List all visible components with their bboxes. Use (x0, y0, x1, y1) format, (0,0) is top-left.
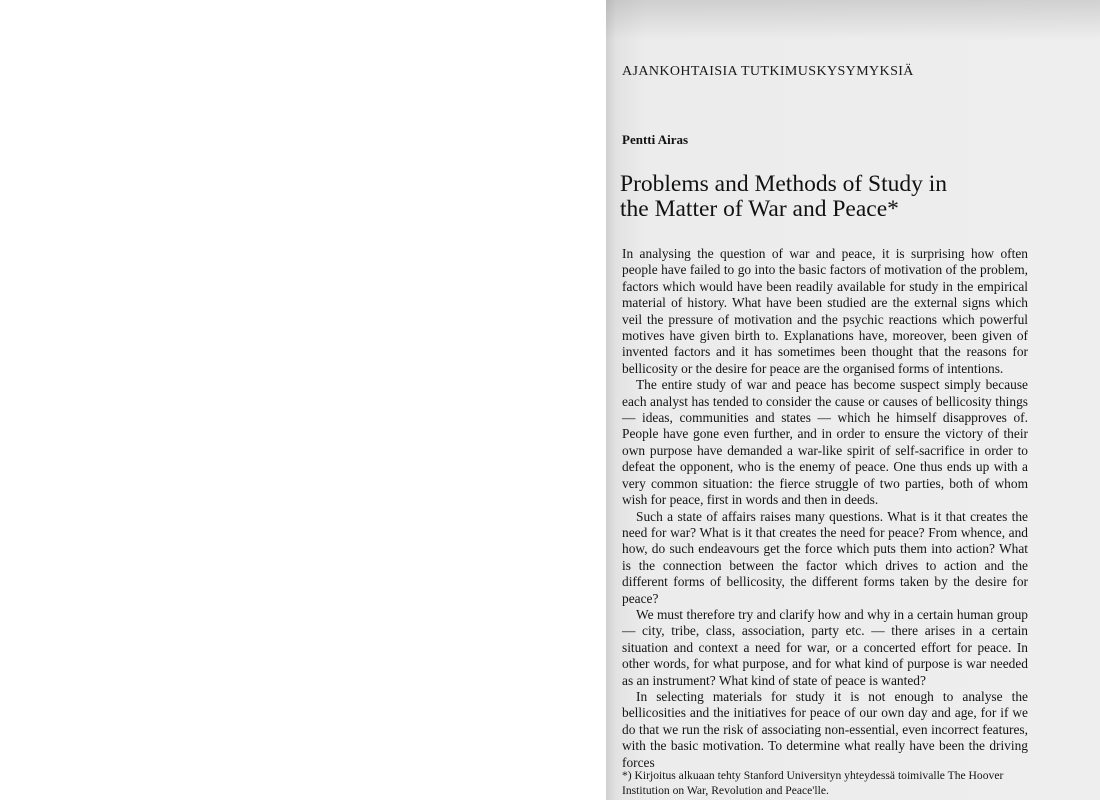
body-paragraph: In selecting materials for study it is not enough to analyse the bellicosities and the initiatives for peace of our own day and age, for if we do that we run the risk of associating non-essential, even incorrect features, with the basic motivation. To determine what really have been the driving forces (622, 688, 1028, 770)
body-paragraph: The entire study of war and peace has become suspect simply because each analyst has tended to consider the cause or causes of bellicosity things — ideas, communities and states — which he himself disapproves of. People have gone even further, and in order to ensure the victory of their own purpose have demanded a war-like spirit of self-sacrifice in order to defeat the opponent, who is the enemy of peace. One thus ends up with a very common situation: the fierce struggle of two parties, both of whom wish for peace, first in words and then in deeds. (622, 377, 1028, 508)
body-paragraph: In analysing the question of war and peace, it is surprising how often people have failed to go into the basic factors of motivation of the problem, factors which would have been readily available for study in the empirical material of history. What have been studied are the external signs which veil the pressure of motivation and the psychic reactions which powerful motives have given birth to. Explanations have, moreover, been given of invented factors and it has sometimes been thought that the reasons for bellicosity or the desire for peace are the organised forms of intentions. (622, 246, 1028, 376)
article-title (620, 172, 1080, 222)
footnote: *) Kirjoitus alkuaan tehty Stanford Universityn yhteydessä toimivalle The Hoover Institution on War, Revolution and Peace'lle. (622, 769, 1004, 797)
article-body (622, 246, 1028, 771)
body-paragraph: Such a state of affairs raises many questions. What is it that creates the need for war? What is it that creates the need for peace? From whence, and how, do such endeavours get the force which puts them into action? What is the connection between the factor which drives to action and the different forms of bellicosity, the different forms taken by the desire for peace? (622, 508, 1028, 606)
body-paragraph: We must therefore try and clarify how and why in a certain human group — city, tribe, class, association, party etc. — there arises in a certain situation and context a need for war, or a concerted effort for peace. In other words, for what purpose, and for what kind of purpose is war needed as an instrument? What kind of state of peace is wanted? (622, 606, 1028, 688)
title-line: the Matter of War and Peace* (620, 196, 899, 222)
journal-section-header: AJANKOHTAISIA TUTKIMUSKYSYMYKSIÄ (622, 64, 914, 79)
title-line: Problems and Methods of Study in (620, 171, 948, 197)
article-page (606, 0, 1100, 800)
author-name: Pentti Airas (622, 132, 689, 147)
